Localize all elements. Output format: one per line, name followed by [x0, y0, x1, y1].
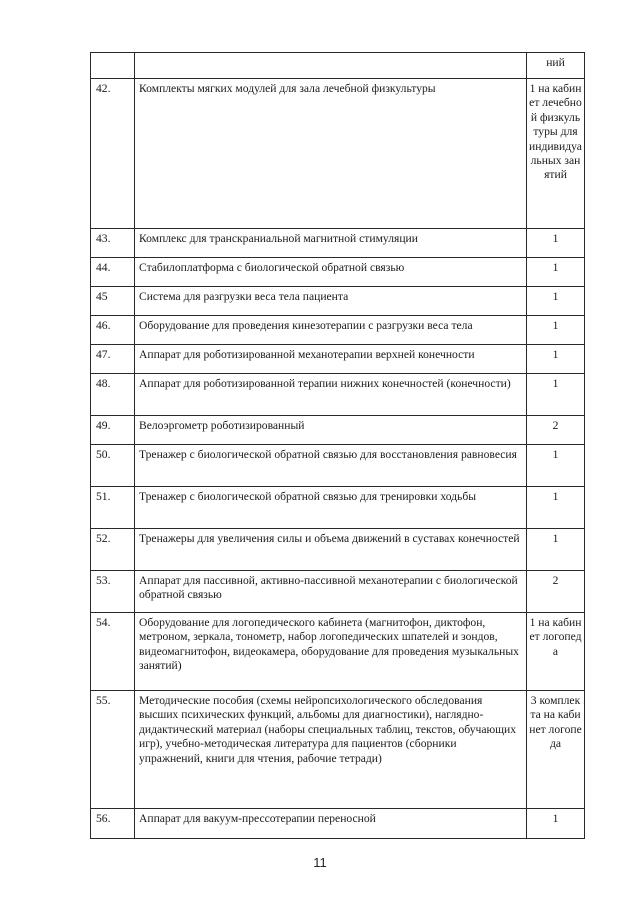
- row-number: 42.: [91, 79, 135, 229]
- table-row: [91, 258, 585, 287]
- row-quantity: 2: [527, 416, 585, 445]
- row-quantity: 1: [527, 487, 585, 529]
- table-row: [91, 487, 585, 529]
- row-number: 50.: [91, 445, 135, 487]
- row-quantity: 1: [527, 374, 585, 416]
- row-number: 44.: [91, 258, 135, 287]
- table-row: [91, 53, 585, 79]
- row-quantity: 1: [527, 345, 585, 374]
- row-number: 46.: [91, 316, 135, 345]
- row-number: [91, 53, 135, 79]
- row-name: Оборудование для логопедического кабинета (магнитофон, диктофон, метроном, зеркала, тонометр, набор логопедических шпателей и зондов, видеомагнитофон, видеокамера, оборудование для проведения музыкальных занятий): [135, 613, 527, 691]
- row-quantity: 1: [527, 445, 585, 487]
- row-quantity: 1: [527, 316, 585, 345]
- row-quantity: 3 комплекта на кабинет логопеда: [527, 691, 585, 809]
- table-row: [91, 613, 585, 691]
- row-name: Велоэргометр роботизированный: [135, 416, 527, 445]
- row-number: 53.: [91, 571, 135, 613]
- row-number: 56.: [91, 809, 135, 839]
- page-number: 11: [313, 855, 327, 870]
- table-row: [91, 79, 585, 229]
- row-quantity: 1 на кабинет лечебной физкультуры для индивидуальных занятий: [527, 79, 585, 229]
- row-number: 43.: [91, 229, 135, 258]
- row-name: [135, 53, 527, 79]
- row-name: Аппарат для вакуум-прессотерапии переносной: [135, 809, 527, 839]
- row-number: 49.: [91, 416, 135, 445]
- table-row: [91, 691, 585, 809]
- row-quantity: 1: [527, 229, 585, 258]
- table-row: [91, 374, 585, 416]
- row-number: 54.: [91, 613, 135, 691]
- table-row: [91, 809, 585, 839]
- row-quantity: ний: [527, 53, 585, 79]
- row-name: Аппарат для роботизированной механотерапии верхней конечности: [135, 345, 527, 374]
- row-name: Тренажер с биологической обратной связью для восстановления равновесия: [135, 445, 527, 487]
- row-quantity: 2: [527, 571, 585, 613]
- row-number: 47.: [91, 345, 135, 374]
- row-number: 55.: [91, 691, 135, 809]
- table-row: [91, 416, 585, 445]
- row-quantity: 1 на кабинет логопеда: [527, 613, 585, 691]
- row-number: 52.: [91, 529, 135, 571]
- row-name: Оборудование для проведения кинезотерапии с разгрузки веса тела: [135, 316, 527, 345]
- table-row: [91, 571, 585, 613]
- table-row: [91, 229, 585, 258]
- row-name: Стабилоплатформа с биологической обратной связью: [135, 258, 527, 287]
- row-quantity: 1: [527, 529, 585, 571]
- row-name: Система для разгрузки веса тела пациента: [135, 287, 527, 316]
- row-quantity: 1: [527, 287, 585, 316]
- row-number: 51.: [91, 487, 135, 529]
- table-row: [91, 287, 585, 316]
- row-name: Методические пособия (схемы нейропсихологического обследования высших психических функций, альбомы для диагностики), наглядно-дидактический материал (наборы специальных таблиц, текстов, обучающих игр), учебно-методическая литература для пациентов (сборники упражнений, книги для чтения, рабочие тетради): [135, 691, 527, 809]
- row-number: 45: [91, 287, 135, 316]
- row-name: Комплекс для транскраниальной магнитной стимуляции: [135, 229, 527, 258]
- row-name: Тренажеры для увеличения силы и объема движений в суставах конечностей: [135, 529, 527, 571]
- row-name: Аппарат для пассивной, активно-пассивной механотерапии с биологической обратной связью: [135, 571, 527, 613]
- table-row: [91, 345, 585, 374]
- row-quantity: 1: [527, 809, 585, 839]
- row-name: Тренажер с биологической обратной связью для тренировки ходьбы: [135, 487, 527, 529]
- table-row: [91, 445, 585, 487]
- equipment-table: [90, 52, 585, 839]
- row-name: Комплекты мягких модулей для зала лечебной физкультуры: [135, 79, 527, 229]
- row-name: Аппарат для роботизированной терапии нижних конечностей (конечности): [135, 374, 527, 416]
- table-row: [91, 529, 585, 571]
- row-number: 48.: [91, 374, 135, 416]
- row-quantity: 1: [527, 258, 585, 287]
- table-row: [91, 316, 585, 345]
